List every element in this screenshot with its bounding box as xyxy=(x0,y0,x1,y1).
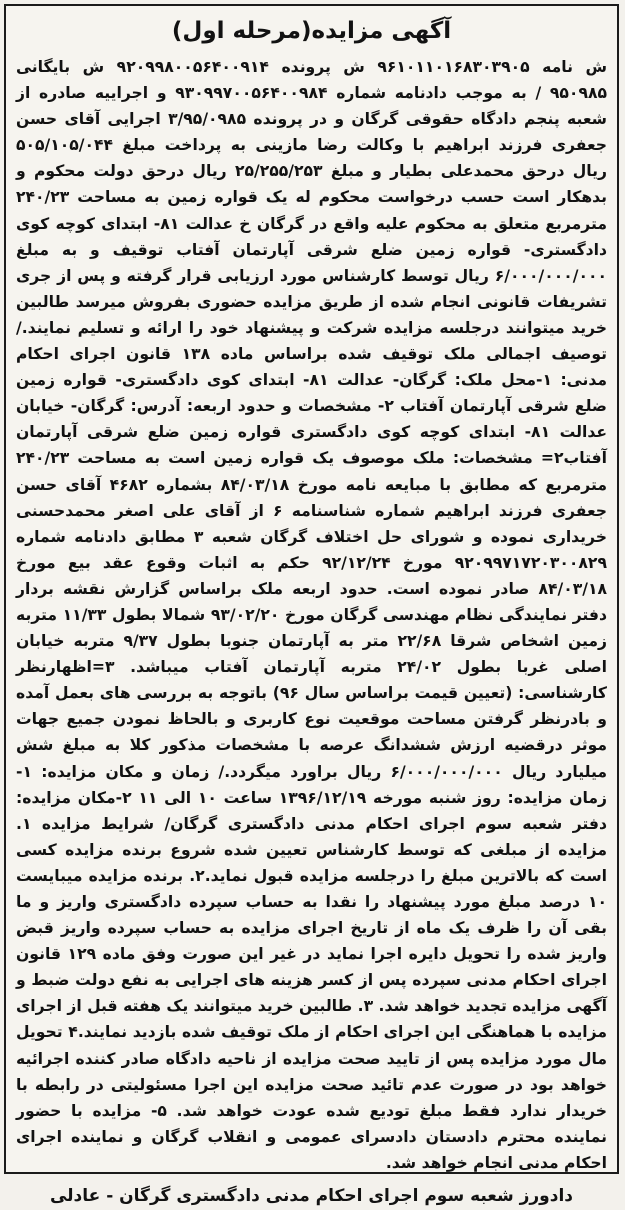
notice-signature: دادورز شعبه سوم اجرای احکام مدنی دادگستری گرگان - عادلی xyxy=(49,1186,574,1207)
notice-body: ش نامه ۹۶۱۰۱۱۰۱۶۸۳۰۳۹۰۵ ش پرونده ۹۲۰۹۹۸۰۰۵۶۴۰۰۹۱۴ ش بایگانی ۹۵۰۹۸۵ / به موجب دادنامه شماره ۹۳۰۹۹۷۰۰۵۶۴۰۰۹۸۴ و اجراییه صادره از شعبه پنجم دادگاه حقوقی گرگان و در پرونده ۳/۹۵/۰۹۸۵ اجرایی آقای حسن جعفری فرزند ابراهیم با وکالت رضا مازینی به پرداخت مبلغ ۵۰۵/۱۰۵/۰۴۴ ریال درحق محمدعلی بطیار و مبلغ ۲۵/۲۵۵/۲۵۳ ریال درحق دولت محکوم و بدهکار است حسب درخواست محکوم له یک قواره زمین به مساحت ۲۴۰/۲۳ مترمربع متعلق به محکوم علیه واقع در گرگان خ عدالت ۸۱- ابتدای کوچه کوی دادگستری- قواره زمین ضلع شرقی آپارتمان آفتاب توقیف و به مبلغ ۶/۰۰۰/۰۰۰/۰۰۰ ریال توسط کارشناس مورد ارزیابی قرار گرفته و پس از جری تشریفات قانونی انجام شده از طریق مزایده حضوری بفروش میرسد طالبین خرید میتوانند درجلسه مزایده شرکت و پیشنهاد خود را ارائه و تسلیم نمایند./ توصیف اجمالی ملک توقیف شده براساس ماده ۱۳۸ قانون اجرای احکام مدنی: ۱-محل ملک: گرگان- عدالت ۸۱- ابتدای کوی دادگستری- قواره زمین ضلع شرقی آپارتمان آفتاب ۲- مشخصات و حدود اربعه: آدرس: گرگان- خیابان عدالت ۸۱- ابتدای کوچه کوی دادگستری قواره زمین ضلع شرقی آپارتمان آفتاب۲= مشخصات: ملک موصوف یک قواره زمین است به مساحت ۲۴۰/۲۳ مترمربع که مطابق با مبایعه نامه مورخ ۸۴/۰۳/۱۸ بشماره ۴۶۸۲ آقای حسن جعفری فرزند ابراهیم شماره شناسنامه ۶ از آقای علی اصغر محمدحسنی خریداری نموده و شورای حل اختلاف گرگان شعبه ۳ مطابق دادنامه شماره ۹۲۰۹۹۷۱۷۲۰۳۰۰۸۲۹ مورخ ۹۲/۱۲/۲۴ حکم به اثبات وقوع عقد بیع مورخ ۸۴/۰۳/۱۸ صادر نموده است. حدود اربعه ملک براساس گزارش نقشه بردار دفتر نمایندگی نظام مهندسی گرگان مورخ ۹۳/۰۲/۲۰ شمالا بطول ۱۱/۳۳ متربه زمین اشخاص شرقا ۲۲/۶۸ متر به آپارتمان جنوبا بطول ۹/۳۷ متربه خیابان اصلی غربا بطول ۲۴/۰۲ متربه آپارتمان آفتاب میباشد. ۳=اظهارنظر کارشناسی: (تعیین قیمت براساس سال ۹۶) باتوجه به بررسی های بعمل آمده و بادرنظر گرفتن مساحت موقعیت نوع کاربری و بالحاظ نمودن جمیع جهات موثر درقضیه ارزش ششدانگ عرصه با مشخصات مذکور کلا به مبلغ شش میلیارد ریال ۶/۰۰۰/۰۰۰/۰۰۰ ریال براورد میگردد./ زمان و مکان مزایده: ۱- زمان مزایده: روز شنبه مورخه ۱۳۹۶/۱۲/۱۹ ساعت ۱۰ الی ۱۱ ۲-مکان مزایده: دفتر شعبه سوم اجرای احکام مدنی دادگستری گرگان/ شرایط مزایده ۱. مزایده از مبلغی که توسط کارشناس تعیین شده شروع برنده مزایده کسی است که بالاترین مبلغ را درجلسه مزایده قبول نماید.۲. برنده مزایده میبایست ۱۰ درصد مبلغ مورد پیشنهاد را نقدا به حساب سپرده دادگستری واریز و ما بقی آن را ظرف یک ماه از تاریخ اجرای مزایده به حساب سپرده واریز قبض واریز شده را تحویل دایره اجرا نماید در غیر این صورت وفق ماده ۱۲۹ قانون اجرای احکام مدنی سپرده پس از کسر هزینه های اجرایی به نفع دولت ضبط و آگهی مزایده تجدید خواهد شد. ۳. طالبین خرید میتوانند یک هفته قبل از اجرای مزایده با هماهنگی این اجرای احکام از ملک توقیف شده بازدید نمایند.۴ تحویل مال مورد مزایده پس از تایید صحت مزایده از ناحیه دادگاه صادر کننده اجرائیه خواهد بود در صورت عدم تائید صحت مزایده این اجرا مسئولیتی در رابطه با خریدار ندارد فقط مبلغ تودیع شده عودت خواهد شد. ۵- مزایده با حضور نماینده محترم دادستان دادسرای عمومی و انقلاب گرگان و نماینده اجرای احکام مدنی انجام خواهد شد. xyxy=(16,58,608,1172)
notice-title: آگهی مزایده(مرحله اول) xyxy=(171,18,452,44)
auction-notice-clipping xyxy=(4,4,619,1207)
